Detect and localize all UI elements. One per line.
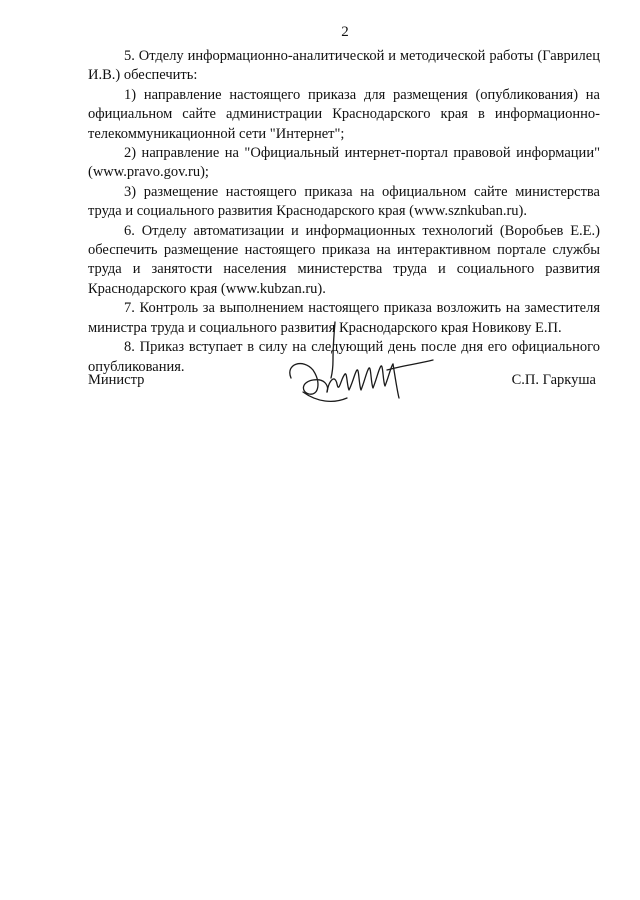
- handwritten-signature: [283, 320, 443, 420]
- paragraph-item-5: 5. Отделу информационно-аналитической и методической работы (Гаврилец И.В.) обеспечить:: [88, 48, 600, 84]
- paragraph-subitem-1: 1) направление настоящего приказа для размещения (опубликования) на официальном сайте администрации Краснодарского края в информационно-телекоммуникационной сети "Интернет";: [88, 86, 600, 142]
- paragraph-subitem-2: 2) направление на "Официальный интернет-портал правовой информации" (www.pravo.gov.ru);: [88, 145, 600, 181]
- paragraph-item-8: 8. Приказ вступает в силу на следующий день после дня его официального опубликования.: [88, 339, 600, 375]
- signatory-name: С.П. Гаркуша: [511, 372, 596, 388]
- page-number: 2: [341, 24, 349, 40]
- paragraph-item-6: 6. Отделу автоматизации и информационных технологий (Воробьев Е.Е.) обеспечить размещение настоящего приказа на интерактивном портале службы труда и занятости населения министерства труда и социального развития Краснодарского края (www.kubzan.ru).: [88, 222, 600, 297]
- signature-block: [88, 360, 600, 420]
- paragraph-subitem-3: 3) размещение настоящего приказа на официальном сайте министерства труда и социального развития Краснодарского края (www.sznkuban.ru).: [88, 183, 600, 220]
- signatory-title: Министр: [88, 372, 145, 388]
- paragraph-item-7: 7. Контроль за выполнением настоящего приказа возложить на заместителя министра труда и социального развития Краснодарского края Новикову Е.П.: [88, 300, 600, 336]
